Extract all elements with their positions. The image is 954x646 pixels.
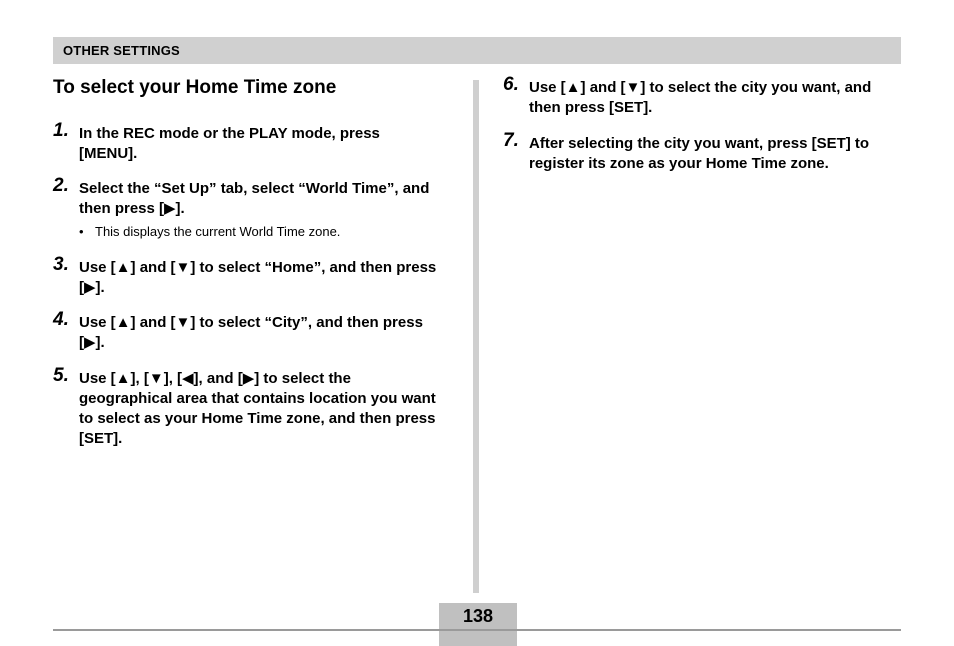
step-number: 1. (53, 120, 69, 141)
step-text: In the REC mode or the PLAY mode, press [MENU]. (79, 125, 380, 162)
page-number-box (439, 603, 517, 629)
step-number: 4. (53, 309, 69, 330)
page-number-tab (439, 631, 517, 646)
step-text: Use [▲], [▼], [◀], and [▶] to select the geographical area that contains location you want to select as your Home Time zone, and then press [SET]. (79, 370, 436, 447)
step-text: Use [▲] and [▼] to select the city you want, and then press [SET]. (529, 79, 872, 116)
section-label: OTHER SETTINGS (63, 43, 180, 58)
step-number: 5. (53, 365, 69, 386)
step-number: 6. (503, 74, 519, 95)
step-2-note (79, 224, 340, 240)
step-number: 2. (53, 175, 69, 196)
column-divider (473, 80, 479, 593)
step-number: 7. (503, 130, 519, 151)
step-text: After selecting the city you want, press [SET] to register its zone as your Home Time zone. (529, 135, 870, 172)
step-text: Select the “Set Up” tab, select “World Time”, and then press [▶]. (79, 180, 430, 217)
bullet-icon: • (79, 224, 84, 239)
step-text: Use [▲] and [▼] to select “City”, and then press [▶]. (79, 314, 423, 351)
page-number: 138 (462, 606, 494, 626)
note-text: This displays the current World Time zone. (95, 224, 341, 239)
section-header-bar (53, 37, 901, 64)
step-number: 3. (53, 254, 69, 275)
page-title: To select your Home Time zone (53, 77, 337, 98)
step-text: Use [▲] and [▼] to select “Home”, and then press [▶]. (79, 259, 437, 296)
